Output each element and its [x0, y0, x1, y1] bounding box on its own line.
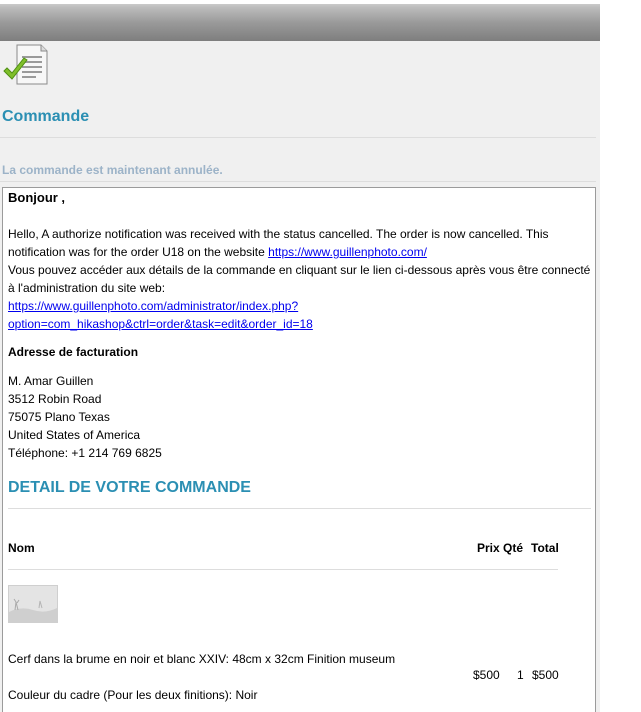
product-thumbnail — [8, 585, 58, 623]
title-divider — [0, 137, 596, 138]
notification-paragraph — [8, 225, 593, 261]
notification-text — [8, 225, 593, 333]
billing-country: United States of America — [8, 428, 141, 442]
column-header-total: Total — [531, 541, 559, 555]
admin-order-link[interactable] — [8, 299, 313, 331]
column-header-qty: Qté — [503, 541, 524, 555]
product-name: Cerf dans la brume en noir et blanc XXIV: 48cm x 32cm Finition museum — [8, 652, 396, 666]
admin-instructions: Vous pouvez accéder aux détails de la commande en cliquant sur le lien ci-dessous après vous être connecté à l'administration du site web: — [8, 263, 591, 295]
document-check-icon — [3, 44, 49, 88]
product-option: Couleur du cadre (Pour les deux finitions): Noir — [8, 688, 258, 702]
admin-link-line-2: option=com_hikashop&ctrl=order&task=edit&order_id=18 — [8, 317, 313, 331]
greeting: Bonjour , — [8, 190, 66, 205]
email-preview — [2, 187, 596, 712]
billing-city: 75075 Plano Texas — [8, 410, 110, 424]
page-title: Commande — [2, 108, 90, 125]
product-quantity: 1 — [517, 668, 524, 682]
table-header-divider — [8, 569, 558, 570]
product-price: $500 — [473, 668, 500, 682]
column-header-name: Nom — [8, 541, 35, 555]
billing-address-heading: Adresse de facturation — [8, 345, 139, 359]
website-link[interactable]: https://www.guillenphoto.com/ — [268, 245, 427, 259]
status-divider — [0, 181, 596, 182]
top-banner-highlight — [0, 0, 600, 4]
admin-link-paragraph — [8, 297, 593, 333]
top-banner — [0, 0, 600, 41]
admin-link-line-1: https://www.guillenphoto.com/administrator/index.php? — [8, 299, 299, 313]
product-total: $500 — [532, 668, 559, 682]
order-detail-divider — [8, 508, 591, 509]
notification-line: Hello, A authorize notification was received with the status cancelled. The order is now cancelled. This notification was for the order U18 on the website — [8, 227, 549, 259]
order-status-message: La commande est maintenant annulée. — [2, 163, 223, 177]
column-header-price: Prix — [477, 541, 500, 555]
billing-phone: Téléphone: +1 214 769 6825 — [8, 446, 162, 460]
order-detail-heading: DETAIL DE VOTRE COMMANDE — [8, 479, 251, 496]
billing-street: 3512 Robin Road — [8, 392, 102, 406]
billing-address — [8, 372, 162, 462]
billing-name: M. Amar Guillen — [8, 374, 94, 388]
